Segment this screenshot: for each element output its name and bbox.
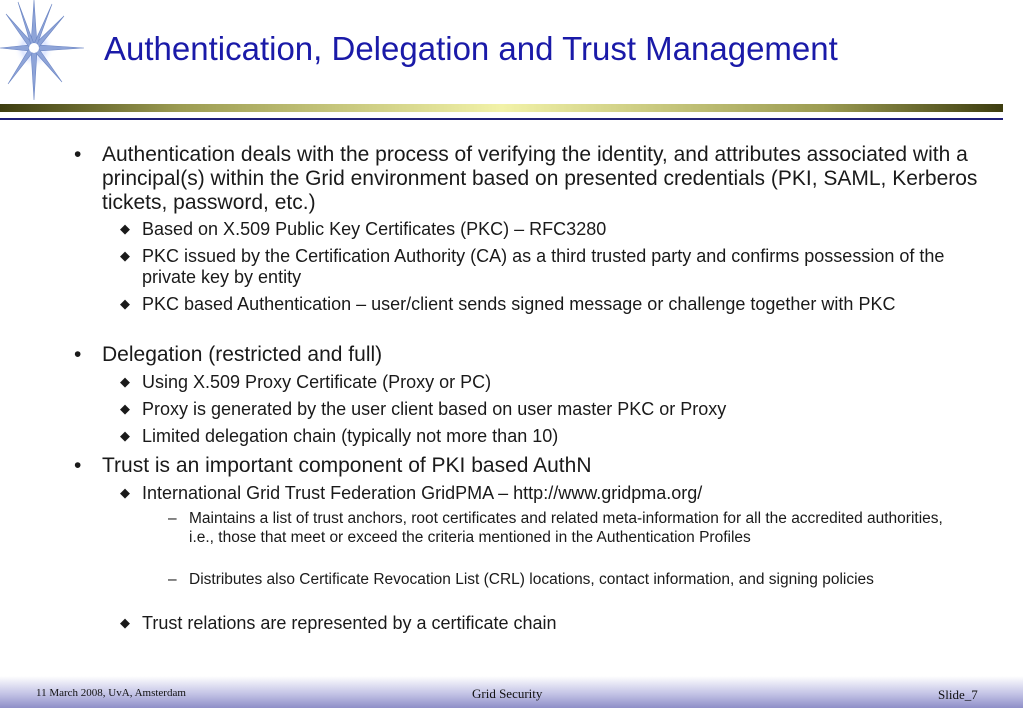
sub-bullet-trust-relations bbox=[0, 613, 1023, 635]
sub-bullet-proxy-generated bbox=[0, 399, 1023, 421]
star-logo-icon bbox=[0, 0, 86, 104]
bullet-text: Delegation (restricted and full) bbox=[102, 343, 383, 366]
sub-sub-bullet-text: Maintains a list of trust anchors, root certificates and related meta-information for all the accredited authorities, i.e., those that meet or exceed the criteria mentioned in the Authentication Profiles bbox=[189, 510, 943, 546]
diamond-bullet-icon: ◆ bbox=[120, 221, 130, 236]
sub-bullet-text: International Grid Trust Federation GridPMA – http://www.gridpma.org/ bbox=[142, 483, 703, 503]
bullet-trust bbox=[0, 454, 1023, 480]
diamond-bullet-icon: ◆ bbox=[120, 615, 130, 630]
sub-bullet-delegation-chain bbox=[0, 426, 1023, 448]
dot-bullet-icon: • bbox=[74, 343, 82, 366]
sub-sub-bullet-trust-anchors bbox=[0, 509, 1023, 567]
sub-bullet-pkc-auth bbox=[0, 294, 1023, 338]
dot-bullet-icon: • bbox=[74, 143, 82, 166]
sub-bullet-text: PKC issued by the Certification Authority (CA) as a third trusted party and confirms possession of the private key by entity bbox=[142, 246, 945, 287]
bullet-text: Trust is an important component of PKI based AuthN bbox=[102, 454, 592, 477]
dot-bullet-icon: • bbox=[74, 454, 82, 477]
footer-center-title: Grid Security bbox=[472, 686, 543, 701]
dash-bullet-icon: – bbox=[168, 571, 177, 588]
title-rule-gradient bbox=[0, 104, 1003, 112]
sub-bullet-text: Limited delegation chain (typically not more than 10) bbox=[142, 426, 559, 446]
bullet-delegation bbox=[0, 343, 1023, 369]
sub-bullet-text: Trust relations are represented by a certificate chain bbox=[142, 613, 557, 633]
sub-bullet-text: PKC based Authentication – user/client sends signed message or challenge together with PKC bbox=[142, 294, 896, 314]
footer-date: 11 March 2008, UvA, Amsterdam bbox=[36, 687, 186, 699]
sub-bullet-text: Using X.509 Proxy Certificate (Proxy or PC) bbox=[142, 372, 492, 392]
sub-bullet-x509 bbox=[0, 219, 1023, 241]
diamond-bullet-icon: ◆ bbox=[120, 374, 130, 389]
bullet-authentication bbox=[0, 143, 1023, 218]
bullet-text: Authentication deals with the process of verifying the identity, and attributes associated with a principal(s) within the Grid environment based on presented credentials (PKI, SAML, Kerberos tickets, password, etc.) bbox=[102, 143, 978, 214]
dash-bullet-icon: – bbox=[168, 510, 177, 527]
sub-bullet-pkc-issued bbox=[0, 246, 1023, 290]
diamond-bullet-icon: ◆ bbox=[120, 248, 130, 263]
slide-number: Slide_7 bbox=[938, 687, 978, 702]
diamond-bullet-icon: ◆ bbox=[120, 428, 130, 443]
sub-bullet-text: Based on X.509 Public Key Certificates (PKC) – RFC3280 bbox=[142, 219, 607, 239]
footer-band bbox=[0, 676, 1023, 708]
sub-bullet-text: Proxy is generated by the user client based on user master PKC or Proxy bbox=[142, 399, 727, 419]
page-title: Authentication, Delegation and Trust Management bbox=[104, 30, 838, 67]
diamond-bullet-icon: ◆ bbox=[120, 401, 130, 416]
diamond-bullet-icon: ◆ bbox=[120, 296, 130, 311]
sub-bullet-proxy-cert bbox=[0, 372, 1023, 394]
sub-sub-bullet-crl bbox=[0, 570, 1023, 610]
sub-bullet-igtf bbox=[0, 483, 1023, 505]
diamond-bullet-icon: ◆ bbox=[120, 485, 130, 500]
title-rule-line bbox=[0, 118, 1003, 120]
sub-sub-bullet-text: Distributes also Certificate Revocation List (CRL) locations, contact information, and signing policies bbox=[189, 571, 874, 588]
